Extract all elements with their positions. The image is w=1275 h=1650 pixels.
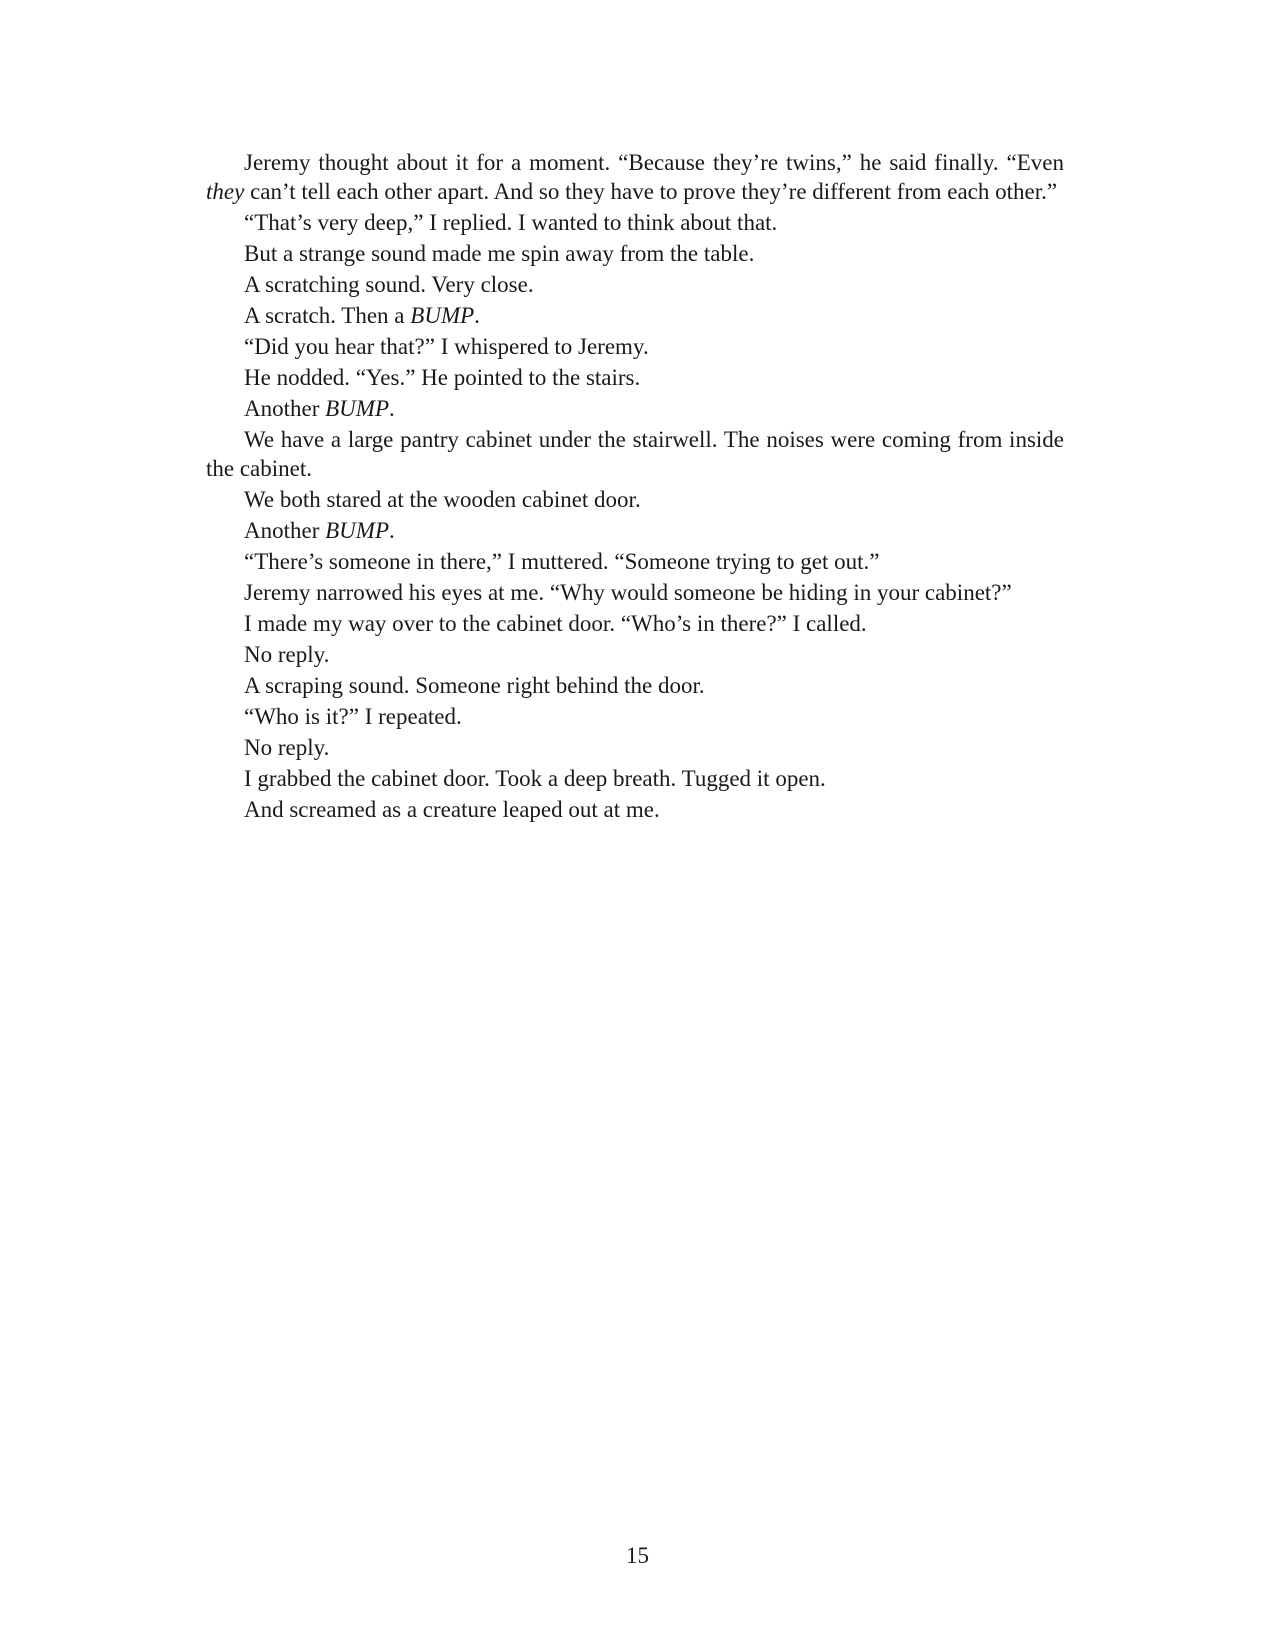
paragraph (206, 733, 1064, 762)
paragraph (206, 702, 1064, 731)
text-run: . (474, 303, 480, 328)
paragraph (206, 516, 1064, 545)
text-run: He nodded. “Yes.” He pointed to the stairs. (244, 365, 641, 390)
paragraph (206, 239, 1064, 268)
text-run: “There’s someone in there,” I muttered. “Someone trying to get out.” (244, 549, 880, 574)
text-run: We have a large pantry cabinet under the stairwell. The noises were coming from inside the cabinet. (206, 427, 1064, 481)
italic-text: BUMP (410, 303, 475, 328)
paragraph (206, 547, 1064, 576)
paragraph (206, 671, 1064, 700)
text-run: And screamed as a creature leaped out at me. (244, 797, 660, 822)
paragraph (206, 363, 1064, 392)
paragraph (206, 425, 1064, 483)
text-run: A scratching sound. Very close. (244, 272, 534, 297)
text-run: No reply. (244, 642, 330, 667)
text-run: A scraping sound. Someone right behind the door. (244, 673, 705, 698)
paragraph (206, 764, 1064, 793)
italic-text: they (206, 179, 245, 204)
text-run: But a strange sound made me spin away from the table. (244, 241, 755, 266)
text-run: I grabbed the cabinet door. Took a deep breath. Tugged it open. (244, 766, 826, 791)
text-run: . (389, 396, 395, 421)
paragraph (206, 301, 1064, 330)
text-run: can’t tell each other apart. And so they have to prove they’re different from each other.” (244, 179, 1058, 204)
paragraph (206, 332, 1064, 361)
paragraph (206, 578, 1064, 607)
text-run: Jeremy thought about it for a moment. “Because they’re twins,” he said finally. “Even (244, 150, 1064, 175)
text-run: “Who is it?” I repeated. (244, 704, 462, 729)
page-number: 15 (626, 1543, 649, 1568)
text-run: A scratch. Then a (244, 303, 411, 328)
text-run: . (389, 518, 395, 543)
paragraph (206, 270, 1064, 299)
body-text (206, 148, 1064, 826)
italic-text: BUMP (325, 518, 389, 543)
text-run: No reply. (244, 735, 330, 760)
text-run: Another (244, 518, 326, 543)
text-run: I made my way over to the cabinet door. “Who’s in there?” I called. (244, 611, 867, 636)
paragraph (206, 208, 1064, 237)
paragraph (206, 485, 1064, 514)
text-run: Jeremy narrowed his eyes at me. “Why would someone be hiding in your cabinet?” (244, 580, 1012, 605)
italic-text: BUMP (325, 396, 389, 421)
paragraph (206, 609, 1064, 638)
paragraph (206, 394, 1064, 423)
paragraph (206, 640, 1064, 669)
paragraph (206, 795, 1064, 824)
text-run: “Did you hear that?” I whispered to Jeremy. (244, 334, 649, 359)
text-run: Another (244, 396, 326, 421)
paragraph (206, 148, 1064, 206)
text-run: “That’s very deep,” I replied. I wanted to think about that. (244, 210, 778, 235)
text-run: We both stared at the wooden cabinet door. (244, 487, 641, 512)
